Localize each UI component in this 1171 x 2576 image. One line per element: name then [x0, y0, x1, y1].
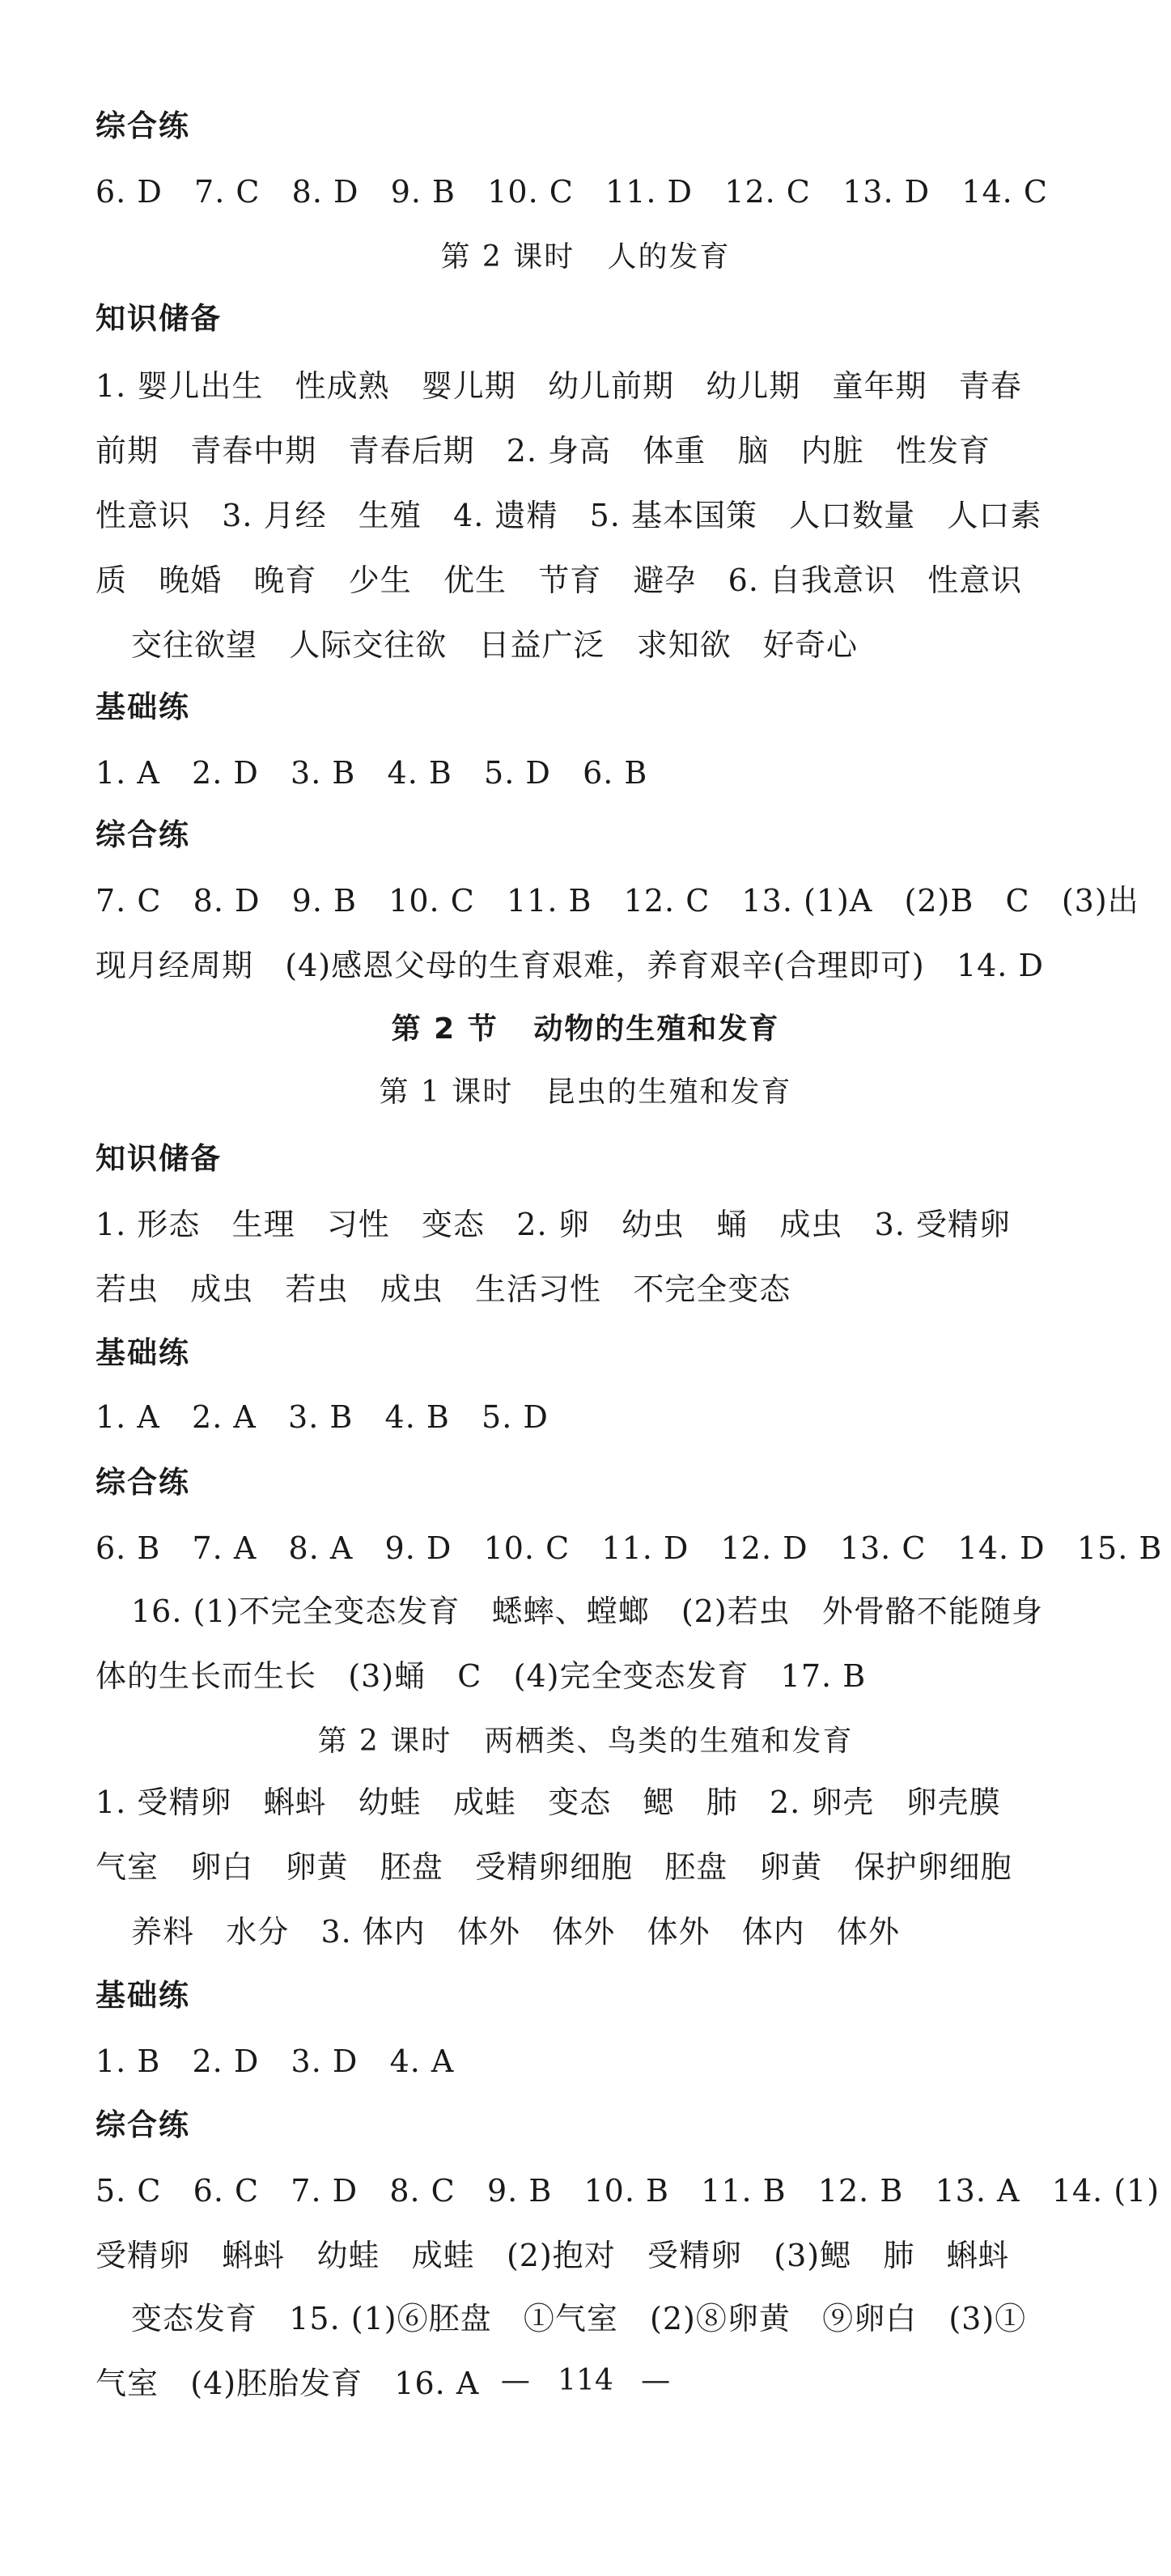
answer-line-indented: 养料 水分 3. 体内 体外 体外 体外 体内 体外 — [131, 1914, 900, 1950]
answer-line: 1. 婴儿出生 性成熟 婴儿期 幼儿前期 幼儿期 童年期 青春 — [95, 368, 1022, 404]
answer-line: 若虫 成虫 若虫 成虫 生活习性 不完全变态 — [95, 1271, 791, 1307]
lesson-title: 第 1 课时 昆虫的生殖和发育 — [379, 1076, 792, 1109]
answer-line: 1. A 2. D 3. B 4. B 5. D 6. B — [95, 755, 648, 791]
answer-line: 前期 青春中期 青春后期 2. 身高 体重 脑 内脏 性发育 — [95, 433, 991, 469]
answer-line-indented: 交往欲望 人际交往欲 日益广泛 求知欲 好奇心 — [131, 627, 858, 663]
answer-line: 受精卵 蝌蚪 幼蛙 成蛙 (2)抱对 受精卵 (3)鳃 肺 蝌蚪 — [95, 2238, 1010, 2273]
answer-line: 1. 受精卵 蝌蚪 幼蛙 成蛙 变态 鳃 肺 2. 卵壳 卵壳膜 — [95, 1785, 1001, 1820]
answer-line: 性意识 3. 月经 生殖 4. 遗精 5. 基本国策 人口数量 人口素 — [95, 498, 1042, 533]
answer-line: 7. C 8. D 9. B 10. C 11. B 12. C 13. (1)A (2)B C (3)出 — [95, 883, 1139, 919]
answer-line: 体的生长而生长 (3)蛹 C (4)完全变态发育 17. B — [95, 1658, 867, 1694]
answer-line: 6. D 7. C 8. D 9. B 10. C 11. D 12. C 13. D 14. C — [95, 174, 1048, 210]
answer-line: 现月经周期 (4)感恩父母的生育艰难，养育艰辛(合理即可) 14. D — [95, 948, 1044, 983]
answer-line: 质 晚婚 晚育 少生 优生 节育 避孕 6. 自我意识 性意识 — [95, 562, 1023, 598]
answer-line: 气室 卵白 卵黄 胚盘 受精卵细胞 胚盘 卵黄 保护卵细胞 — [95, 1849, 1012, 1885]
section-heading: 基础练 — [95, 690, 190, 724]
section-heading: 基础练 — [95, 1335, 190, 1370]
page-number: — 114 — — [500, 2364, 671, 2397]
answer-line-indented: 16. (1)不完全变态发育 蟋蟀、螳螂 (2)若虫 外骨骼不能随身 — [131, 1594, 1043, 1629]
answer-line: 1. 形态 生理 习性 变态 2. 卵 幼虫 蛹 成虫 3. 受精卵 — [95, 1207, 1011, 1242]
section-heading: 知识储备 — [95, 1141, 222, 1176]
answer-line: 1. B 2. D 3. D 4. A — [95, 2043, 455, 2079]
lesson-title: 第 2 课时 人的发育 — [440, 240, 731, 274]
answer-line: 5. C 6. C 7. D 8. C 9. B 10. B 11. B 12. B 13. A 14. (1) — [95, 2173, 1160, 2209]
section-title: 第 2 节 动物的生殖和发育 — [391, 1012, 780, 1046]
answer-line: 6. B 7. A 8. A 9. D 10. C 11. D 12. D 13. C 14. D 15. B — [95, 1530, 1163, 1566]
section-heading: 知识储备 — [95, 301, 222, 336]
section-heading: 综合练 — [95, 2107, 190, 2142]
answer-line-indented: 变态发育 15. (1)⑥胚盘 ①气室 (2)⑧卵黄 ⑨卵白 (3)① — [131, 2301, 1027, 2336]
section-heading: 综合练 — [95, 1465, 190, 1500]
answer-line: 1. A 2. A 3. B 4. B 5. D — [95, 1399, 549, 1435]
section-heading: 基础练 — [95, 1978, 190, 2013]
lesson-title: 第 2 课时 两栖类、鸟类的生殖和发育 — [317, 1725, 854, 1758]
answer-line: 气室 (4)胚胎发育 16. A — [95, 2366, 480, 2401]
section-heading: 综合练 — [95, 108, 190, 143]
section-heading: 综合练 — [95, 817, 190, 852]
